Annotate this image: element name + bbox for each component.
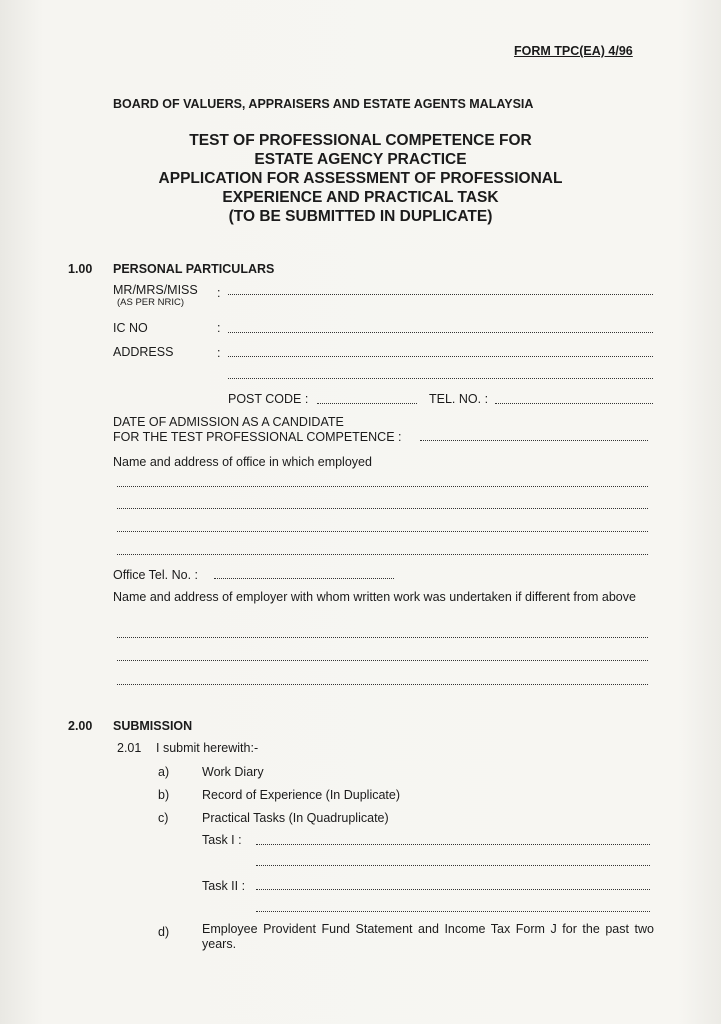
title-line: APPLICATION FOR ASSESSMENT OF PROFESSIONAL (158, 170, 563, 187)
tel-label: TEL. NO. : (429, 392, 489, 406)
office-field-4[interactable] (117, 554, 648, 555)
task1-field-2[interactable] (256, 865, 650, 866)
address-field-2[interactable] (228, 378, 653, 379)
name-field[interactable] (228, 294, 653, 295)
office-label: Name and address of office in which employed (113, 455, 372, 469)
employer-field-2[interactable] (117, 660, 648, 661)
item-text: Employee Provident Fund Statement and Income Tax Form J for the past two years. (202, 922, 654, 951)
board-name: BOARD OF VALUERS, APPRAISERS AND ESTATE AGENTS MALAYSIA (113, 97, 534, 111)
office-field-2[interactable] (117, 508, 648, 509)
title-line: EXPERIENCE AND PRACTICAL TASK (222, 189, 499, 206)
item-letter: a) (158, 765, 170, 779)
ic-field[interactable] (228, 332, 653, 333)
section-title: SUBMISSION (113, 719, 193, 733)
address-field-1[interactable] (228, 356, 653, 357)
office-field-1[interactable] (117, 486, 648, 487)
office-tel-label: Office Tel. No. : (113, 568, 198, 582)
admission-date-field[interactable] (420, 440, 648, 441)
name-note: (AS PER NRIC) (117, 297, 185, 308)
office-tel-field[interactable] (214, 578, 394, 579)
postcode-label: POST CODE : (228, 392, 309, 406)
colon: : (217, 321, 221, 335)
task2-field-2[interactable] (256, 911, 650, 912)
item-letter: c) (158, 811, 169, 825)
tel-field[interactable] (495, 403, 653, 404)
item-text: Work Diary (202, 765, 264, 779)
colon: : (217, 286, 221, 300)
section-title: PERSONAL PARTICULARS (113, 262, 275, 276)
section-number: 1.00 (68, 262, 93, 276)
task1-field-1[interactable] (256, 844, 650, 845)
task1-label: Task I : (202, 833, 242, 847)
subsection-number: 2.01 (117, 741, 142, 755)
item-letter: b) (158, 788, 170, 802)
item-text: Practical Tasks (In Quadruplicate) (202, 811, 389, 825)
colon: : (217, 346, 221, 360)
form-code: FORM TPC(EA) 4/96 (514, 44, 633, 58)
postcode-field[interactable] (317, 403, 417, 404)
employer-field-3[interactable] (117, 684, 648, 685)
admission-label-1: DATE OF ADMISSION AS A CANDIDATE (113, 415, 344, 429)
form-title (0, 131, 721, 226)
employer-label: Name and address of employer with whom written work was undertaken if different from above (113, 590, 636, 604)
title-line: (TO BE SUBMITTED IN DUPLICATE) (228, 208, 493, 225)
subsection-text: I submit herewith:- (156, 741, 259, 755)
title-line: ESTATE AGENCY PRACTICE (254, 151, 467, 168)
employer-field-1[interactable] (117, 637, 648, 638)
title-line: TEST OF PROFESSIONAL COMPETENCE FOR (189, 132, 532, 149)
office-field-3[interactable] (117, 531, 648, 532)
task2-field-1[interactable] (256, 889, 650, 890)
ic-label: IC NO (113, 321, 148, 335)
name-label: MR/MRS/MISS (113, 283, 198, 297)
section-number: 2.00 (68, 719, 93, 733)
admission-label-2: FOR THE TEST PROFESSIONAL COMPETENCE : (113, 430, 402, 444)
item-text: Record of Experience (In Duplicate) (202, 788, 401, 802)
task2-label: Task II : (202, 879, 246, 893)
address-label: ADDRESS (113, 345, 174, 359)
item-letter: d) (158, 925, 170, 939)
